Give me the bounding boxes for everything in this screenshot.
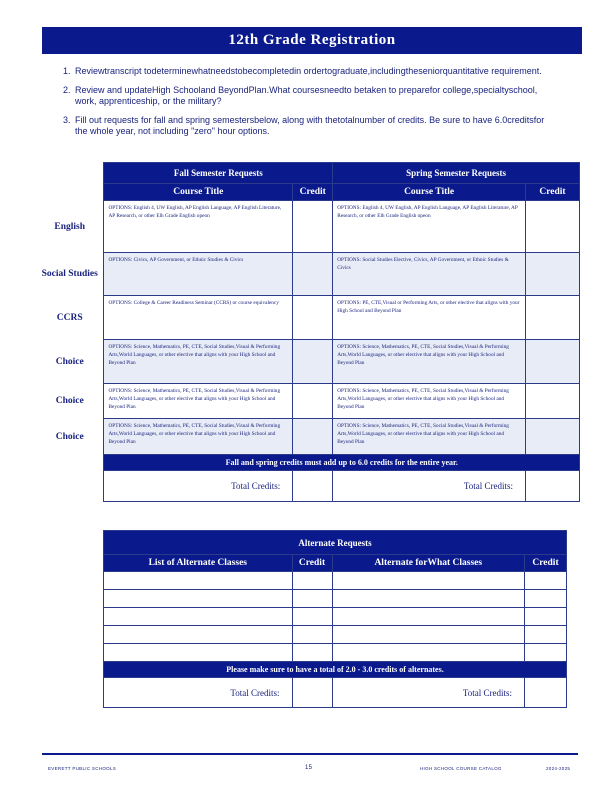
spring-course-cell[interactable]: OPTIONS: PE, CTE,Visual or Performing Arts, or other elective that aligns with your High School and Beyond Plan	[333, 296, 526, 340]
instruction-item: 3. Fill out requests for fall and spring semestersbelow, along with thetotalnumber of credits. Be sure to have 6.0creditsfor the whole year, not including "zero" hour options.	[73, 115, 558, 137]
fall-course-title-header: Course Title	[104, 184, 293, 201]
alternate-requests-header: Alternate Requests	[104, 531, 567, 555]
spring-credit-header: Credit	[526, 184, 580, 201]
alternate-for-what-header: Alternate forWhat Classes	[332, 555, 525, 572]
spring-total-credits-field[interactable]	[526, 471, 580, 502]
alternate-credit-cell[interactable]	[525, 608, 567, 626]
spring-course-title-header: Course Title	[333, 184, 526, 201]
alternate-credit-cell[interactable]	[292, 590, 332, 608]
alternate-total-credits-label: Total Credits:	[104, 678, 293, 708]
alternate-class-cell[interactable]	[104, 644, 293, 662]
alternate-credit-header: Credit	[292, 555, 332, 572]
fall-course-cell[interactable]: OPTIONS: Science, Mathematics, PE, CTE, Social Studies,Visual & Performing Arts,World Languages, or other elective that aligns with your High School and Beyond Plan	[104, 384, 293, 419]
fall-course-cell[interactable]: OPTIONS: Science, Mathematics, PE, CTE, Social Studies,Visual & Performing Arts,World Languages, or other elective that aligns with your High School and Beyond Plan	[104, 419, 293, 455]
alternate-list-header: List of Alternate Classes	[104, 555, 293, 572]
alternate-credit-cell[interactable]	[292, 644, 332, 662]
alternate-credit-cell[interactable]	[292, 608, 332, 626]
row-label-choice: Choice	[55, 396, 84, 406]
spring-credit-cell[interactable]	[526, 340, 580, 384]
fall-credit-cell[interactable]	[293, 296, 333, 340]
footer-district: EVERETT PUBLIC SCHOOLS	[48, 766, 117, 771]
alternate-for-total-credits-label: Total Credits:	[332, 678, 525, 708]
spring-course-cell[interactable]: OPTIONS: Social Studies Elective, Civics, AP Government, or Ethnic Studies & Civics	[333, 253, 526, 296]
instruction-item: 1. Reviewtranscript todeterminewhatneedstobecompletedin ordertograduate,includingtheseniorquantitative requirement.	[73, 66, 558, 77]
alternate-credit-header: Credit	[525, 555, 567, 572]
alternate-credit-cell[interactable]	[525, 626, 567, 644]
fall-credit-cell[interactable]	[293, 201, 333, 253]
row-label-ccrs: CCRS	[56, 312, 83, 323]
spring-semester-header: Spring Semester Requests	[333, 163, 580, 184]
row-label-english: English	[54, 221, 86, 232]
instructions	[58, 66, 558, 145]
alternate-class-cell[interactable]	[104, 608, 293, 626]
alternate-for-cell[interactable]	[332, 644, 525, 662]
alternate-credit-cell[interactable]	[292, 626, 332, 644]
fall-credit-cell[interactable]	[293, 340, 333, 384]
row-label-choice: Choice	[36, 340, 104, 384]
spring-course-cell[interactable]: OPTIONS: Science, Mathematics, PE, CTE, Social Studies,Visual & Performing Arts,World Languages, or other elective that aligns with your High School and Beyond Plan	[333, 384, 526, 419]
spring-credit-cell[interactable]	[526, 201, 580, 253]
fall-total-credits-label: Total Credits:	[104, 471, 293, 502]
spring-total-credits-label: Total Credits:	[333, 471, 526, 502]
row-label-social-studies: Social Studies	[36, 253, 104, 296]
spring-course-cell[interactable]: OPTIONS: Science, Mathematics, PE, CTE, Social Studies,Visual & Performing Arts,World Languages, or other elective that aligns with your High School and Beyond Plan	[333, 419, 526, 455]
spring-course-cell[interactable]: OPTIONS: Science, Mathematics, PE, CTE, Social Studies,Visual & Performing Arts,World Languages, or other elective that aligns with your High School and Beyond Plan	[333, 340, 526, 384]
spring-course-cell[interactable]: OPTIONS: English 4, UW English, AP English Language, AP English Literature, AP Research, or other Elh Grade English opeon	[333, 201, 526, 253]
footer-year: 2024-2025	[546, 766, 571, 771]
registration-table	[36, 162, 580, 502]
spring-credit-cell[interactable]	[526, 419, 580, 455]
spring-credit-cell[interactable]	[526, 296, 580, 340]
fall-total-credits-field[interactable]	[293, 471, 333, 502]
spring-credit-cell[interactable]	[526, 384, 580, 419]
alternate-table	[103, 530, 567, 708]
spring-credit-cell[interactable]	[526, 253, 580, 296]
page-number: 15	[305, 765, 313, 771]
instruction-item: 2. Review and updateHigh Schooland BeyondPlan.What coursesneedto betaken to preparefor college,specialtyschool, work, apprenticeship, or the military?	[73, 85, 558, 107]
alternate-credit-cell[interactable]	[292, 572, 332, 590]
alternate-for-cell[interactable]	[332, 590, 525, 608]
fall-course-cell[interactable]: OPTIONS: Civics, AP Government, or Ethnic Studies & Civics	[104, 253, 293, 296]
alternate-for-cell[interactable]	[332, 572, 525, 590]
page-title: 12th Grade Registration	[42, 27, 582, 54]
row-label-choice: Choice	[36, 419, 104, 455]
alternate-credit-cell[interactable]	[525, 572, 567, 590]
fall-credit-cell[interactable]	[293, 253, 333, 296]
fall-course-cell[interactable]: OPTIONS: Science, Mathematics, PE, CTE, Social Studies,Visual & Performing Arts,World Languages, or other elective that aligns with your High School and Beyond Plan	[104, 340, 293, 384]
fall-credit-cell[interactable]	[293, 384, 333, 419]
credits-note: Fall and spring credits must add up to 6.0 credits for the entire year.	[104, 455, 580, 471]
alternate-credit-cell[interactable]	[525, 590, 567, 608]
alternate-for-total-credits-field[interactable]	[525, 678, 567, 708]
fall-credit-header: Credit	[293, 184, 333, 201]
fall-course-cell[interactable]: OPTIONS: English 4, UW English, AP English Language, AP English Literature, AP Research, or other Elh Grade English opeon	[104, 201, 293, 253]
fall-credit-cell[interactable]	[293, 419, 333, 455]
fall-course-cell[interactable]: OPTIONS: College & Career Readiness Seminar (CCRS) or course equivalency	[104, 296, 293, 340]
alternate-class-cell[interactable]	[104, 590, 293, 608]
alternate-total-credits-field[interactable]	[292, 678, 332, 708]
alternate-class-cell[interactable]	[104, 626, 293, 644]
alternates-note: Please make sure to have a total of 2.0 - 3.0 credits of alternates.	[104, 662, 567, 678]
alternate-for-cell[interactable]	[332, 626, 525, 644]
footer-divider	[42, 753, 578, 755]
fall-semester-header: Fall Semester Requests	[104, 163, 333, 184]
alternate-for-cell[interactable]	[332, 608, 525, 626]
alternate-credit-cell[interactable]	[525, 644, 567, 662]
footer-catalog: HIGH SCHOOL COURSE CATALOG	[420, 766, 502, 771]
alternate-class-cell[interactable]	[104, 572, 293, 590]
